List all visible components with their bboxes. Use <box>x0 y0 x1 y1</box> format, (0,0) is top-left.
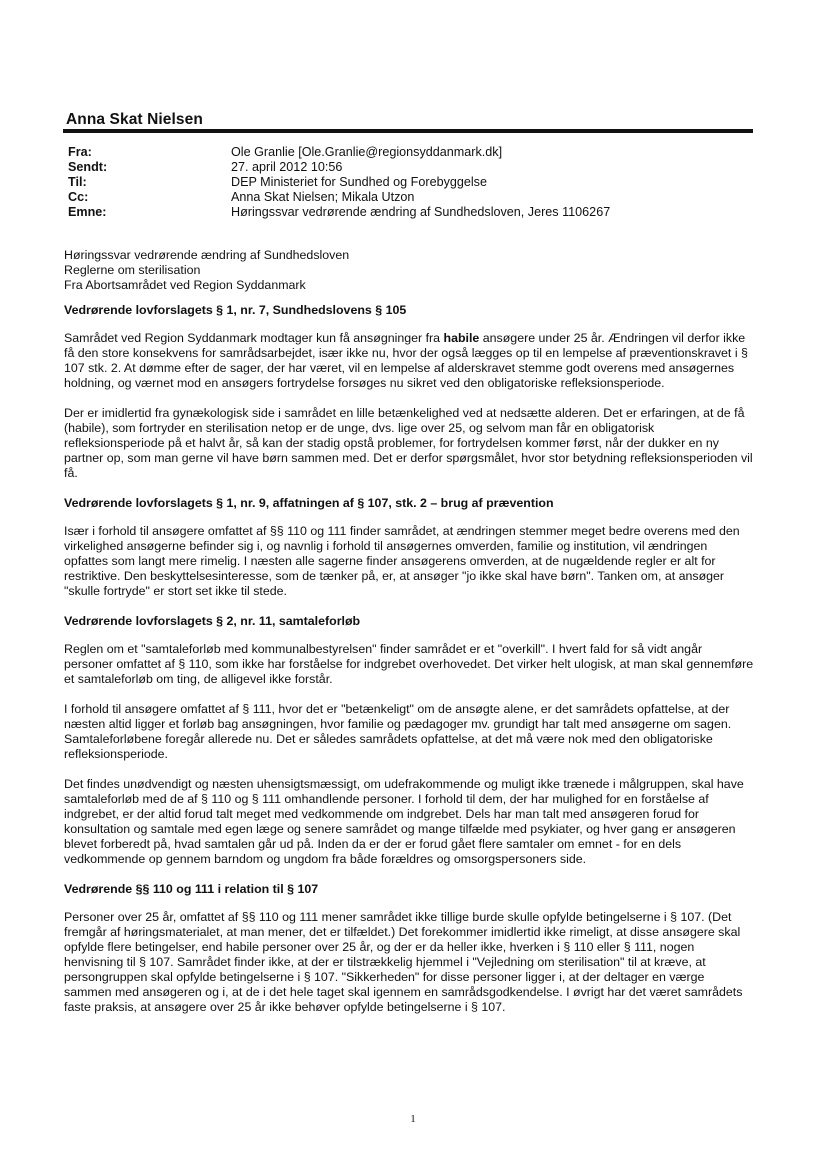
sent-label: Sendt: <box>68 160 108 174</box>
header-rule <box>63 129 753 133</box>
to-value: DEP Ministeriet for Sundhed og Forebyggelse <box>231 175 487 189</box>
from-value: Ole Granlie [Ole.Granlie@regionsyddanmark.dk] <box>231 145 503 159</box>
paragraph: Der er imidlertid fra gynækologisk side i samrådet en lille betænkelighed ved at nedsætte alderen. Det er erfaringen, at de få (habile), som fortryder en sterilisation netop er de unge, dvs. lige over 25, og selvom man får en obligatorisk refleksionsperiode på et halvt år, så kan der stadig opstå problemer, for fortrydelsen kommer først, når der dukker en ny partner op, som man gerne vil have børn sammen med. Det er derfor spørgsmålet, hvor stor betydning refleksionsperioden vil få. <box>64 406 753 480</box>
from-row <box>68 145 758 160</box>
paragraph-text: ansøgere under 25 år. Ændringen vil derfor ikke få den store konsekvens for samrådsarbejdet, især ikke nu, hvor der også lægges op til en lempelse af præventionskravet i § 107 stk. 2. At dømme efter de sager, der har været, vil en lempelse af alderskravet stemme godt overens med ansøgernes holdning, og værnet mod en ansøgers fortrydelse forsøges nu sikret ved den obligatoriske refleksionsperiode. <box>64 331 748 390</box>
subject-label: Emne: <box>68 205 107 219</box>
intro-line: Reglerne om sterilisation <box>64 263 201 277</box>
paragraph-text: Samrådet ved Region Syddanmark modtager kun få ansøgninger fra <box>64 331 444 345</box>
intro-line: Høringssvar vedrørende ændring af Sundhedsloven <box>64 248 350 262</box>
to-row <box>68 175 758 190</box>
emphasis-text: habile <box>443 331 480 345</box>
intro-line: Fra Abortsamrådet ved Region Syddanmark <box>64 278 306 292</box>
paragraph: Det findes unødvendigt og næsten uhensigtsmæssigt, om udefrakommende og muligt ikke trænede i målgruppen, skal have samtaleforløb med de af § 110 og § 111 omhandlende personer. I forhold til dem, der har mulighed for en forståelse af indgrebet, er der altid forud talt meget med vedkommende om indgrebet. Dels har man talt med ansøgeren forud for konsultation og samtale med egen læge og senere samrådet og mange tilfælde med psykiater, og hver gang er ansøgeren blevet forberedt på, hvad samtalen går ud på. Inden da er der er forud gået flere samtaler om emnet - for en dels vedkommende op gennem barndom og ungdom fra både forældres og omsorgspersoners side. <box>64 777 744 866</box>
paragraph: Personer over 25 år, omfattet af §§ 110 og 111 mener samrådet ikke tillige burde skulle opfylde betingelserne i § 107. (Det fremgår af høringsmaterialet, at man mener, det er tilfældet.) Det forekommer imidlertid ikke rimeligt, at disse ansøgere skal opfylde flere betingelser, end habile personer over 25 år, og der er da heller ikke, hverken i § 110 eller § 111, nogen henvisning til § 107. Samrådet finder ikke, at der er tilstrækkelig hjemmel i "Vejledning om sterilisation" til at kræve, at persongruppen skal opfylde betingelserne i § 107. "Sikkerheden" for disse personer ligger i, at der deltager en værge sammen med ansøgeren og i, at de i det hele taget skal igennem en samrådsgodkendelse. I øvrigt har det været samrådets faste praksis, at ansøgere over 25 år ikke behøver opfylde betingelserne i § 107. <box>64 910 743 1014</box>
cc-row <box>68 190 758 205</box>
section-heading: Vedrørende §§ 110 og 111 i relation til § 107 <box>64 882 319 896</box>
from-label: Fra: <box>68 145 92 159</box>
section-heading: Vedrørende lovforslagets § 1, nr. 9, affatningen af § 107, stk. 2 – brug af prævention <box>64 496 554 510</box>
email-body <box>64 248 754 1030</box>
paragraph: Reglen om et "samtaleforløb med kommunalbestyrelsen" finder samrådet er et "overkill". I hvert fald for så vidt angår personer omfattet af § 110, som ikke har forståelse for indgrebet overhovedet. Det virker helt ulogisk, at man skal gennemføre et samtaleforløb om ting, de alligevel ikke forstår. <box>64 642 754 686</box>
section-heading: Vedrørende lovforslagets § 1, nr. 7, Sundhedslovens § 105 <box>64 303 407 317</box>
sent-row <box>68 160 758 175</box>
mailbox-owner-name: Anna Skat Nielsen <box>66 111 203 128</box>
email-header <box>68 145 758 220</box>
cc-value: Anna Skat Nielsen; Mikala Utzon <box>231 190 415 204</box>
page-number: 1 <box>410 1113 416 1125</box>
sent-value: 27. april 2012 10:56 <box>231 160 343 174</box>
cc-label: Cc: <box>68 190 89 204</box>
paragraph: I forhold til ansøgere omfattet af § 111, hvor det er "betænkeligt" om de ansøgte alene, er det samrådets opfattelse, at der næsten altid ligger et forløb bag ansøgningen, hvor familie og pædagoger mv. grundigt har talt med ansøgerne om sagen. Samtaleforløbene foregår allerede nu. Det er således samrådets opfattelse, at det må være nok med den obligatoriske refleksionsperiode. <box>64 702 732 761</box>
subject-row <box>68 205 758 220</box>
to-label: Til: <box>68 175 87 189</box>
intro-block <box>64 248 754 293</box>
paragraph: Især i forhold til ansøgere omfattet af §§ 110 og 111 finder samrådet, at ændringen stemmer meget bedre overens med den virkelighed ansøgerne befinder sig i, og navnlig i forhold til ansøgernes omverden, familie og institution, vil ændringen opfattes som langt mere rimelig. I næsten alle sagerne finder ansøgerens omverden, at de nugældende regler er alt for restriktive. Den beskyttelsesinteresse, som de tænker på, er, at ansøger "jo ikke skal have børn". Tanken om, at ansøger "skulle fortryde" er stort set ikke til stede. <box>64 524 740 598</box>
subject-value: Høringssvar vedrørende ændring af Sundhedsloven, Jeres 1106267 <box>231 205 611 219</box>
section-heading: Vedrørende lovforslagets § 2, nr. 11, samtaleforløb <box>64 614 361 628</box>
paragraph <box>64 331 754 391</box>
